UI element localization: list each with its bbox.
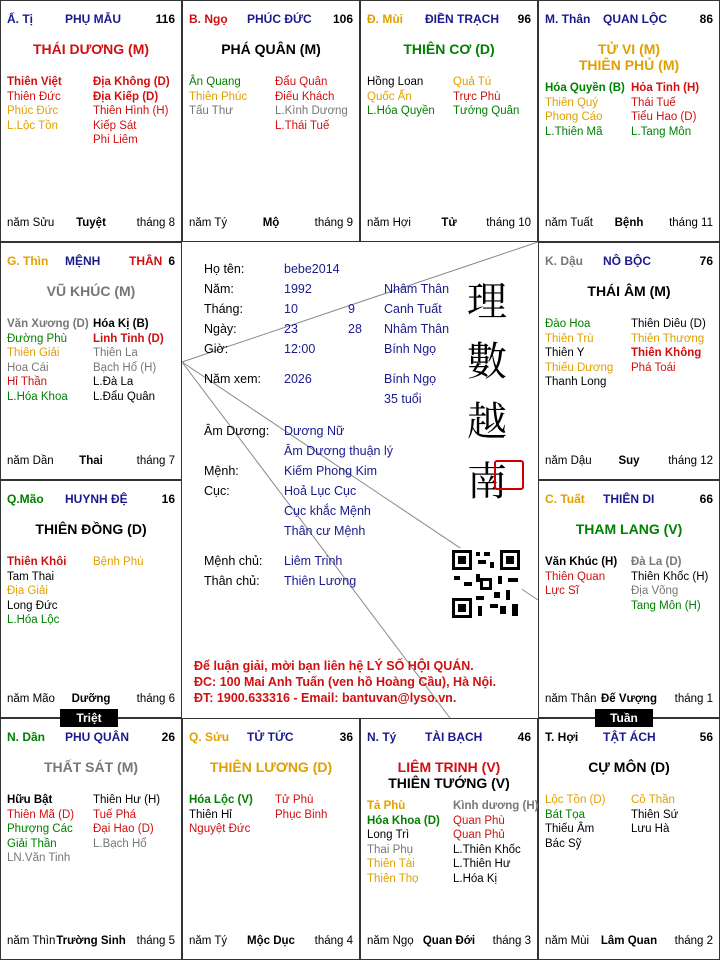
month-label: tháng 2 (674, 935, 713, 947)
minor-star: L.Tang Môn (631, 125, 692, 138)
minor-star: Phượng Các (7, 823, 73, 835)
minor-star: L.Lộc Tồn (7, 119, 58, 132)
minor-star: L.Kình Dương (275, 105, 348, 117)
minor-star: L.Hóa Lộc (7, 614, 60, 626)
triet-tag: Triệt (60, 709, 118, 727)
month-label: tháng 1 (674, 693, 713, 705)
contact-address: ĐC: 100 Mai Anh Tuấn (ven hồ Hoàng Cầu), Hà Nội. (194, 675, 497, 689)
menh-chu-label: Mệnh chủ: (204, 554, 263, 568)
info-canchi: Bính Ngọ (384, 372, 437, 386)
palace-name: MỆNH (65, 254, 101, 268)
main-star: THÁI ÂM (M) (587, 283, 671, 299)
earthly-branch: Đ. Mùi (367, 12, 403, 26)
year-label: năm Sửu (7, 217, 55, 229)
earthly-branch: N. Dần (7, 730, 46, 744)
cuc-label: Cục: (204, 484, 230, 498)
minor-star: L.Hóa Kị (453, 872, 498, 885)
minor-star: Lực Sĩ (545, 585, 579, 597)
minor-star: Địa Không (D) (93, 76, 170, 88)
minor-star: Phúc Đức (7, 105, 59, 117)
am-duong-label: Âm Dương: (204, 424, 270, 438)
minor-star: Bát Tọa (545, 808, 586, 821)
year-label: năm Mão (7, 693, 55, 705)
info-lunar-value: 9 (348, 302, 355, 316)
palace-name: TÀI BẠCH (425, 730, 483, 744)
minor-star: Bệnh Phù (93, 556, 144, 568)
life-stage: Mộ (262, 217, 280, 229)
minor-star: Phi Liêm (93, 134, 138, 146)
minor-star: Thiếu Âm (545, 823, 595, 835)
palace-age: 56 (699, 730, 713, 744)
main-star: TỬ VI (M) (597, 41, 661, 57)
main-star: THIÊN TƯỚNG (V) (388, 775, 510, 791)
qr-code-icon[interactable] (450, 548, 522, 620)
minor-star: Thiên Diêu (D) (631, 318, 706, 330)
minor-star: Thiên Khôi (7, 556, 67, 568)
palace-age: 26 (161, 730, 175, 744)
minor-star: Long Đức (7, 599, 58, 612)
contact-line-1: Để luận giải, mời bạn liên hệ LÝ SỐ HỘI QUÁN. (194, 659, 474, 673)
info-value: 23 (284, 322, 298, 336)
minor-star: Quốc Ấn (367, 90, 412, 103)
cuc-note-2: Thân cư Mệnh (284, 524, 366, 538)
earthly-branch: C. Tuất (545, 492, 585, 506)
than-chu-value: Thiên Lương (284, 574, 357, 588)
main-star: THIÊN LƯƠNG (D) (209, 759, 333, 775)
earthly-branch: G. Thìn (7, 254, 49, 268)
info-label: Giờ: (204, 342, 229, 356)
info-value: 12:00 (284, 342, 316, 356)
main-star: THIÊN PHỦ (M) (578, 57, 680, 73)
minor-star: Thai Phụ (367, 843, 414, 856)
minor-star: Địa Giải (7, 585, 48, 597)
minor-star: Phá Toái (631, 361, 676, 374)
tuan-tag: Tuần (595, 709, 653, 727)
minor-star: Quan Phù (453, 814, 505, 827)
minor-star: Long Trì (367, 829, 410, 841)
minor-star: Lộc Tồn (D) (545, 794, 606, 806)
life-stage: Đế Vượng (600, 693, 658, 705)
minor-star: Quan Phủ (453, 829, 505, 841)
palace-age: 16 (161, 492, 175, 506)
month-label: tháng 6 (136, 693, 175, 705)
palace-name: PHÚC ĐỨC (247, 12, 312, 26)
minor-star: Hỉ Thần (7, 376, 48, 388)
life-stage: Mộc Dục (247, 935, 295, 947)
minor-star: Hóa Khoa (D) (367, 814, 440, 827)
minor-star: Hỏa Tinh (H) (631, 82, 700, 94)
year-label: năm Tuất (545, 217, 593, 229)
main-star: PHÁ QUÂN (M) (221, 41, 321, 57)
earthly-branch: T. Hợi (545, 730, 579, 744)
minor-star: Đường Phù (7, 332, 67, 345)
minor-star: L.Hóa Quyền (367, 105, 435, 117)
year-label: năm Tý (189, 217, 228, 229)
minor-star: Đào Hoa (545, 318, 591, 330)
minor-star: Lưu Hà (631, 823, 670, 835)
minor-star: Hồng Loan (367, 76, 424, 88)
contact-phone-email: ĐT: 1900.633316 - Email: bantuvan@lyso.vn. (194, 691, 457, 705)
info-label: Năm xem: (204, 372, 261, 386)
main-star: THÁI DƯƠNG (M) (32, 41, 150, 57)
minor-star: Tang Môn (H) (631, 599, 701, 612)
minor-star: Hữu Bật (7, 794, 53, 806)
month-label: tháng 3 (492, 935, 531, 947)
palace-name: QUAN LỘC (603, 12, 667, 26)
palace-age: 6 (168, 254, 175, 268)
minor-star: Thiên Hình (H) (93, 105, 169, 117)
minor-star: Đại Hao (D) (93, 823, 154, 835)
palace-name: THIÊN DI (603, 492, 655, 506)
earthly-branch: M. Thân (545, 12, 591, 26)
year-label: năm Ngọ (367, 935, 414, 947)
month-label: tháng 12 (668, 455, 713, 467)
life-stage: Suy (618, 455, 640, 467)
minor-star: Đà La (D) (631, 556, 682, 568)
month-label: tháng 11 (669, 217, 713, 229)
minor-star: Cô Thần (631, 794, 675, 806)
minor-star: Thiên Tài (367, 858, 415, 870)
minor-star: Hóa Lộc (V) (189, 794, 253, 806)
info-canchi: Nhâm Thân (384, 322, 450, 336)
info-label: Tháng: (204, 302, 243, 316)
minor-star: Thiên Thương (631, 332, 705, 345)
minor-star: Thiên La (93, 347, 138, 359)
minor-star: Thiên Hỉ (189, 808, 232, 821)
earthly-branch: K. Dậu (545, 254, 584, 268)
month-label: tháng 4 (314, 935, 353, 947)
earthly-branch: Q. Sửu (189, 730, 230, 744)
minor-star: Thiên Phúc (189, 90, 248, 103)
info-value: 1992 (284, 282, 312, 296)
info-value: bebe2014 (284, 262, 340, 276)
main-star: THẤT SÁT (M) (43, 759, 139, 775)
minor-star: Hóa Kị (B) (93, 318, 149, 330)
minor-star: L.Hóa Khoa (7, 390, 68, 403)
life-stage: Tử (441, 217, 457, 229)
minor-star: L.Đẩu Quân (93, 390, 156, 403)
minor-star: Tướng Quân (453, 105, 520, 117)
than-marker: THÂN (129, 254, 163, 268)
minor-star: Kình dương (H) (453, 800, 539, 812)
minor-star: LN.Văn Tinh (7, 852, 71, 864)
year-label: năm Thân (545, 693, 597, 705)
info-canchi: Bính Ngọ (384, 342, 437, 356)
minor-star: Thiên Không (631, 347, 702, 359)
year-label: năm Tý (189, 935, 228, 947)
minor-star: Trực Phù (453, 90, 501, 103)
main-star: LIÊM TRINH (V) (397, 759, 501, 775)
earthly-branch: Ấ. Tị (7, 12, 33, 26)
earthly-branch: B. Ngọ (189, 12, 228, 26)
palace-name: PHU QUÂN (65, 730, 130, 744)
minor-star: Thiên Thọ (367, 872, 419, 885)
year-label: năm Hợi (367, 217, 411, 229)
info-canchi: Nhâm Thân (384, 282, 450, 296)
life-stage: Trường Sinh (56, 935, 126, 947)
palace-name: HUYNH ĐỆ (65, 492, 128, 506)
palace-name: PHỤ MẪU (65, 12, 121, 26)
year-label: năm Dậu (545, 455, 592, 467)
life-stage: Bệnh (614, 217, 644, 229)
minor-star: L.Bạch Hổ (93, 837, 147, 850)
info-canchi: Canh Tuất (384, 302, 442, 316)
main-star: THIÊN ĐỒNG (D) (35, 521, 147, 537)
minor-star: Thiên Trù (545, 332, 594, 345)
minor-star: L.Thiên Mã (545, 125, 603, 138)
minor-star: Kiếp Sát (93, 119, 137, 132)
minor-star: Thanh Long (545, 376, 607, 388)
minor-star: Ân Quang (189, 76, 241, 88)
info-label: Năm: (204, 282, 234, 296)
minor-star: Thiếu Dương (545, 361, 614, 374)
minor-star: Tuế Phá (93, 808, 137, 821)
am-duong-value: Dương Nữ (284, 424, 345, 438)
cuc-value: Hoả Lục Cục (284, 484, 357, 498)
palace-age: 66 (699, 492, 713, 506)
life-stage: Lâm Quan (600, 935, 658, 947)
year-label: năm Thìn (7, 935, 56, 947)
minor-star: Văn Xương (D) (7, 318, 89, 330)
than-chu-label: Thân chủ: (204, 574, 260, 588)
menh-label: Mệnh: (204, 464, 239, 478)
earthly-branch: Q.Mão (7, 492, 44, 506)
info-value: 2026 (284, 372, 312, 386)
contact-block (194, 658, 496, 706)
minor-star: Bạch Hổ (H) (93, 361, 157, 374)
minor-star: Thiên Việt (7, 76, 62, 88)
main-star: VŨ KHÚC (M) (46, 283, 136, 299)
main-star: THAM LANG (V) (575, 521, 683, 537)
minor-star: Tấu Thư (189, 105, 233, 117)
palace-name: TỬ TỨC (247, 730, 294, 744)
palace-age: 96 (517, 12, 531, 26)
minor-star: Tam Thai (7, 570, 55, 583)
red-seal-stamp (494, 460, 524, 490)
palace-age: 46 (517, 730, 531, 744)
cuc-note-1: Cục khắc Mệnh (284, 504, 371, 518)
month-label: tháng 5 (136, 935, 175, 947)
minor-star: L.Đà La (93, 376, 134, 388)
minor-star: Giải Thần (7, 837, 57, 850)
calligraphy-text: 理 數 越 南 (467, 279, 507, 505)
center-info-panel (182, 242, 538, 718)
palace-name: NÔ BỘC (603, 254, 651, 268)
minor-star: Địa Kiếp (D) (93, 90, 159, 103)
minor-star: Đẩu Quân (275, 76, 328, 88)
life-stage: Dưỡng (71, 693, 111, 705)
minor-star: Thiên Quý (545, 96, 599, 109)
minor-star: Thiên Khốc (H) (631, 570, 709, 583)
minor-star: Phục Binh (275, 808, 328, 821)
minor-star: Bác Sỹ (545, 837, 582, 850)
month-label: tháng 7 (136, 455, 175, 467)
minor-star: Linh Tinh (D) (93, 332, 164, 345)
menh-value: Kiếm Phong Kim (284, 464, 378, 478)
month-label: tháng 10 (486, 217, 531, 229)
minor-star: Quả Tú (453, 76, 492, 88)
minor-star: Văn Khúc (H) (545, 556, 618, 568)
minor-star: Điếu Khách (275, 90, 335, 103)
minor-star: Nguyệt Đức (189, 823, 251, 835)
minor-star: Thái Tuế (631, 96, 676, 109)
minor-star: Hoa Cái (7, 361, 49, 374)
palace-name: TẬT ÁCH (603, 730, 656, 744)
palace-name: ĐIỀN TRẠCH (425, 12, 499, 26)
am-duong-note: Âm Dương thuận lý (284, 444, 393, 458)
minor-star: L.Thái Tuế (275, 119, 330, 132)
info-label: Ngày: (204, 322, 237, 336)
palace-age: 76 (699, 254, 713, 268)
month-label: tháng 9 (314, 217, 353, 229)
palace-age: 116 (155, 12, 175, 26)
menh-chu-value: Liêm Trinh (284, 554, 343, 568)
minor-star: Địa Võng (631, 585, 679, 597)
month-label: tháng 8 (136, 217, 175, 229)
minor-star: L.Thiên Khốc (453, 843, 521, 856)
life-stage: Thai (79, 455, 103, 467)
info-lunar-value: 28 (348, 322, 362, 336)
main-star: THIÊN CƠ (D) (403, 41, 495, 57)
minor-star: Hóa Quyền (B) (545, 82, 625, 94)
minor-star: Thiên Giải (7, 347, 60, 359)
year-label: năm Mùi (545, 935, 590, 947)
minor-star: Tử Phù (275, 794, 314, 806)
earthly-branch: N. Tý (367, 730, 397, 744)
minor-star: Thiên Đức (7, 90, 61, 103)
main-star: CỰ MÔN (D) (588, 759, 670, 775)
palace-age: 106 (332, 12, 353, 26)
age-note: 35 tuổi (384, 392, 422, 406)
minor-star: Tả Phù (367, 800, 406, 812)
palace-age: 86 (699, 12, 713, 26)
info-label: Họ tên: (204, 262, 245, 276)
info-value: 10 (284, 302, 298, 316)
year-label: năm Dần (7, 455, 54, 467)
minor-star: Thiên Quan (545, 570, 606, 583)
minor-star: Thiên Mã (D) (7, 808, 75, 821)
minor-star: Phong Cáo (545, 111, 603, 123)
minor-star: Thiên Sứ (631, 808, 679, 821)
life-stage: Quan Đới (422, 935, 476, 947)
minor-star: Tiểu Hao (D) (631, 111, 697, 123)
minor-star: Thiên Hư (H) (93, 794, 161, 806)
life-stage: Tuyệt (76, 217, 106, 229)
minor-star: Thiên Y (545, 347, 585, 359)
minor-star: L.Thiên Hư (453, 858, 511, 870)
palace-age: 36 (339, 730, 353, 744)
